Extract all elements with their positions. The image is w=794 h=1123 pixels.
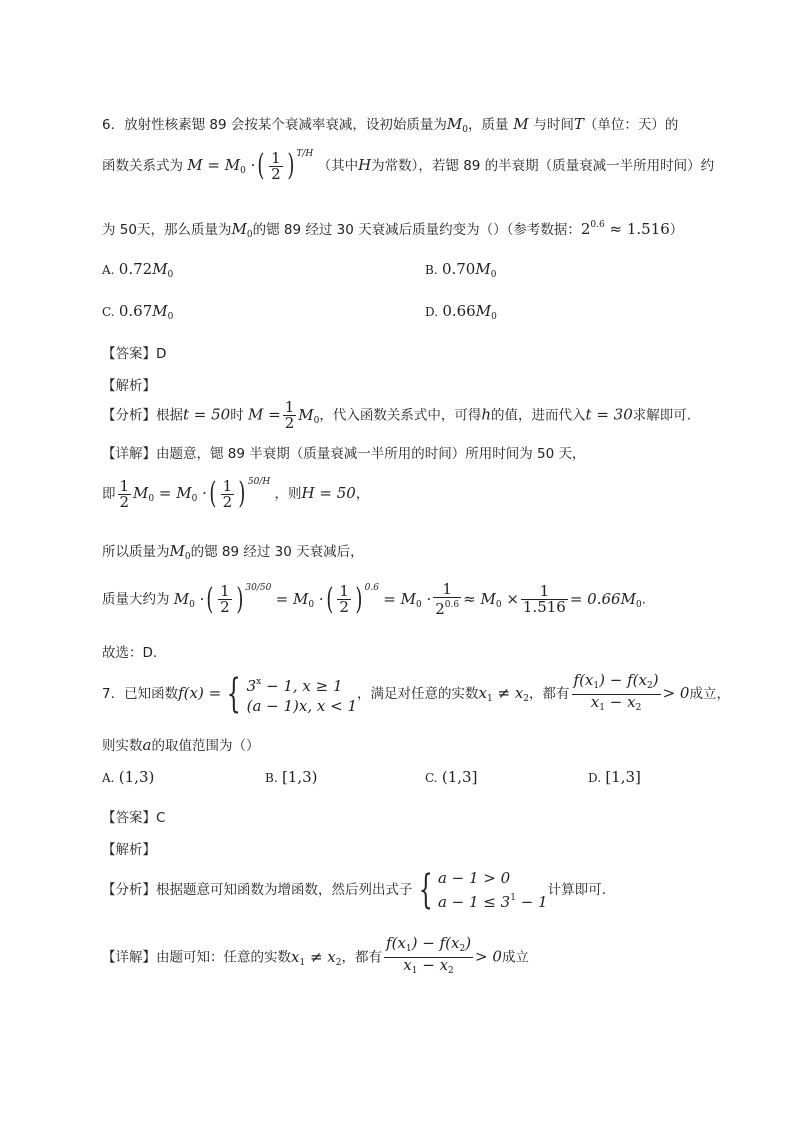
q7-option-b[interactable]: B. [1,3) — [265, 768, 318, 786]
q6-line-2: 函数关系式为 $M = M_0$ ·( $\frac{1}{2}$ ) $^{T/H}$ （其中H为常数），若锶 89 的半衰期（质量衰减一半所用时间）约 — [102, 148, 715, 183]
q6-analysis: 【分析】根据t = 50时 M = $\frac{1}{2}$ $M_0$，代入函数关系式中，可得h的值，进而代入t = 30求解即可. — [102, 398, 692, 432]
q7-option-a[interactable]: A. (1,3) — [102, 768, 155, 786]
q7-analysis-heading: 【解析】 — [102, 842, 156, 858]
reference-data: $2^{0.6} \approx 1.516$ — [580, 220, 670, 238]
inequality-system: a − 1 > 0 $a - 1 \le 3^1 - 1$ — [437, 869, 548, 911]
q7-line-2: 则实数a的取值范围为（） — [102, 736, 260, 754]
formula-decay: $M = M_0$ · — [187, 156, 256, 176]
q7-answer: 【答案】C — [102, 810, 166, 826]
q7-detail: 【详解】由题可知：任意的实数$x_1 \ne x_2$，都有 $\frac{f(x_1) - f(x_2)}{x_1 - x_2}$ > 0成立 — [102, 934, 529, 976]
piecewise-function: $3^x - 1$, x ≥ 1 (a − 1)x, x < 1 — [246, 677, 358, 715]
q6-option-c[interactable]: C. $0.67M_0$ — [102, 302, 174, 322]
q6-detail-4: 质量大约为 $M_0$ ·( $\frac{1}{2}$ ) $^{30/50} = M_0$ ·( $\frac{1}{2}$ ) $^{0.6} = M_0$ · $\frac{1}{2^{0.6}}$ ≈ $M_0$ × $\frac{1}{1.516}$ = $0.66M_0$. — [102, 580, 646, 618]
q6-analysis-heading: 【解析】 — [102, 378, 156, 394]
q6-detail-3: 所以质量为$M_0$的锶 89 经过 30 天衰减后， — [102, 542, 364, 562]
q6-line-1: 6．放射性核素锶 89 会按某个衰减率衰减，设初始质量为$M_0$，质量 M 与时间T（单位：天）的 — [102, 115, 679, 135]
q6-detail-2: 即 $\frac{1}{2}$ $M_0 = M_0$ ·( $\frac{1}{2}$ ) $^{50/H}$ ，则H = 50， — [102, 476, 370, 511]
q7-analysis: 【分析】根据题意可知函数为增函数，然后列出式子 { a − 1 > 0 $a - 1 \le 3^1 - 1$ 计算即可. — [102, 867, 606, 913]
q6-option-d[interactable]: D. $0.66M_0$ — [425, 302, 497, 322]
q7-option-d[interactable]: D. [1,3] — [588, 768, 641, 786]
q7-line-1: 7．已知函数f(x) = { $3^x - 1$, x ≥ 1 (a − 1)x, x < 1 ，满足对任意的实数$x_1 \ne x_2$，都有 $\frac{f(x_1) - f(x_2)}{x_1 - x_2}$ > 0成立， — [102, 670, 730, 717]
q6-detail-1: 【详解】由题意，锶 89 半衰期（质量衰减一半所用的时间）所用时间为 50 天， — [102, 446, 586, 462]
q6-text: 6．放射性核素锶 89 会按某个衰减率衰减，设初始质量为 — [102, 117, 447, 133]
q6-option-b[interactable]: B. $0.70M_0$ — [425, 260, 497, 280]
q6-option-a[interactable]: A. $0.72M_0$ — [102, 260, 174, 280]
q6-conclusion: 故选：D. — [102, 645, 158, 661]
q6-answer: 【答案】D — [102, 346, 167, 362]
q6-line-3: 为 50天，那么质量为$M_0$的锶 89 经过 30 天衰减后质量约变为（）（参考数据：$2^{0.6} \approx 1.516$） — [102, 220, 684, 240]
q7-option-c[interactable]: C. (1,3] — [425, 768, 478, 786]
